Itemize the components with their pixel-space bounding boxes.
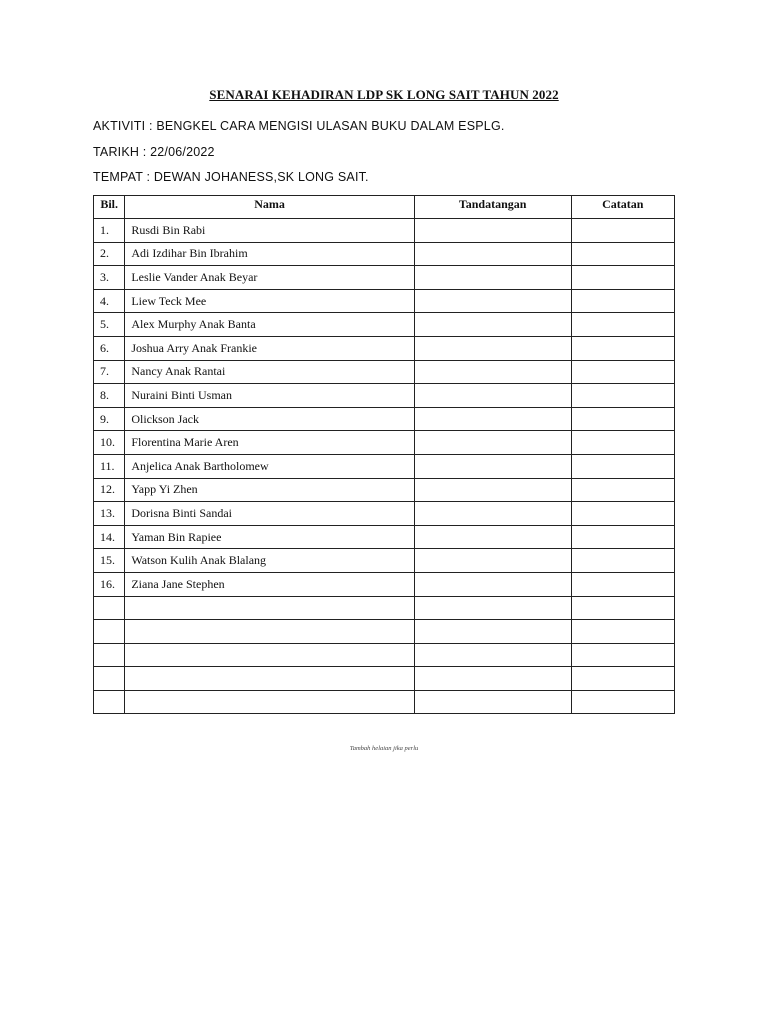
- cell-bil: 16.: [94, 572, 125, 596]
- cell-catatan[interactable]: [571, 360, 674, 384]
- cell-catatan[interactable]: [571, 596, 674, 620]
- cell-catatan[interactable]: [571, 289, 674, 313]
- cell-bil: [94, 620, 125, 644]
- cell-bil: 12.: [94, 478, 125, 502]
- cell-catatan[interactable]: [571, 431, 674, 455]
- activity-line: AKTIVITI : BENGKEL CARA MENGISI ULASAN BUKU DALAM ESPLG.: [93, 119, 505, 133]
- cell-catatan[interactable]: [571, 407, 674, 431]
- cell-tandatangan[interactable]: [414, 667, 571, 691]
- cell-tandatangan[interactable]: [414, 219, 571, 243]
- cell-bil: 3.: [94, 266, 125, 290]
- document-title: SENARAI KEHADIRAN LDP SK LONG SAIT TAHUN 2022: [209, 87, 559, 102]
- cell-tandatangan[interactable]: [414, 620, 571, 644]
- cell-nama: Dorisna Binti Sandai: [125, 502, 414, 526]
- cell-nama: Nuraini Binti Usman: [125, 384, 414, 408]
- cell-tandatangan[interactable]: [414, 384, 571, 408]
- cell-nama: [125, 667, 414, 691]
- cell-bil: 4.: [94, 289, 125, 313]
- cell-bil: 13.: [94, 502, 125, 526]
- cell-bil: 14.: [94, 525, 125, 549]
- cell-bil: 10.: [94, 431, 125, 455]
- cell-catatan[interactable]: [571, 384, 674, 408]
- table-row: [94, 313, 675, 337]
- cell-bil: [94, 596, 125, 620]
- table-row: [94, 549, 675, 573]
- place-line: TEMPAT : DEWAN JOHANESS,SK LONG SAIT.: [93, 170, 369, 184]
- cell-tandatangan[interactable]: [414, 502, 571, 526]
- cell-nama: Liew Teck Mee: [125, 289, 414, 313]
- table-row: [94, 502, 675, 526]
- cell-tandatangan[interactable]: [414, 407, 571, 431]
- cell-bil: 7.: [94, 360, 125, 384]
- cell-nama: Alex Murphy Anak Banta: [125, 313, 414, 337]
- cell-catatan[interactable]: [571, 336, 674, 360]
- cell-catatan[interactable]: [571, 549, 674, 573]
- cell-catatan[interactable]: [571, 667, 674, 691]
- cell-nama: [125, 643, 414, 667]
- table-row: [94, 643, 675, 667]
- table-header-row: [94, 196, 675, 219]
- cell-nama: Nancy Anak Rantai: [125, 360, 414, 384]
- cell-nama: Anjelica Anak Bartholomew: [125, 454, 414, 478]
- cell-nama: Olickson Jack: [125, 407, 414, 431]
- cell-tandatangan[interactable]: [414, 360, 571, 384]
- cell-bil: 5.: [94, 313, 125, 337]
- cell-bil: [94, 643, 125, 667]
- table-row: [94, 596, 675, 620]
- cell-tandatangan[interactable]: [414, 266, 571, 290]
- cell-nama: [125, 690, 414, 714]
- table-row: [94, 525, 675, 549]
- cell-bil: [94, 667, 125, 691]
- table-row: [94, 336, 675, 360]
- table-row: [94, 360, 675, 384]
- cell-nama: Leslie Vander Anak Beyar: [125, 266, 414, 290]
- cell-catatan[interactable]: [571, 690, 674, 714]
- table-row: [94, 478, 675, 502]
- table-row: [94, 266, 675, 290]
- date-line: TARIKH : 22/06/2022: [93, 145, 215, 159]
- table-row: [94, 384, 675, 408]
- cell-bil: 2.: [94, 242, 125, 266]
- cell-catatan[interactable]: [571, 266, 674, 290]
- cell-catatan[interactable]: [571, 502, 674, 526]
- cell-tandatangan[interactable]: [414, 572, 571, 596]
- cell-catatan[interactable]: [571, 219, 674, 243]
- table-row: [94, 620, 675, 644]
- cell-catatan[interactable]: [571, 242, 674, 266]
- table-row: [94, 572, 675, 596]
- cell-tandatangan[interactable]: [414, 242, 571, 266]
- cell-nama: Joshua Arry Anak Frankie: [125, 336, 414, 360]
- cell-tandatangan[interactable]: [414, 596, 571, 620]
- cell-bil: 15.: [94, 549, 125, 573]
- cell-tandatangan[interactable]: [414, 549, 571, 573]
- cell-catatan[interactable]: [571, 313, 674, 337]
- cell-nama: [125, 596, 414, 620]
- cell-bil: 11.: [94, 454, 125, 478]
- footnote: Tambah helaian jika perlu: [349, 745, 419, 752]
- table-row: [94, 407, 675, 431]
- cell-catatan[interactable]: [571, 525, 674, 549]
- header-catatan: Catatan: [571, 196, 674, 219]
- cell-nama: Ziana Jane Stephen: [125, 572, 414, 596]
- table-row: [94, 454, 675, 478]
- table-row: [94, 219, 675, 243]
- cell-bil: [94, 690, 125, 714]
- cell-tandatangan[interactable]: [414, 643, 571, 667]
- cell-tandatangan[interactable]: [414, 289, 571, 313]
- cell-nama: Yaman Bin Rapiee: [125, 525, 414, 549]
- cell-catatan[interactable]: [571, 643, 674, 667]
- cell-nama: Yapp Yi Zhen: [125, 478, 414, 502]
- header-tandatangan: Tandatangan: [414, 196, 571, 219]
- cell-catatan[interactable]: [571, 620, 674, 644]
- cell-tandatangan[interactable]: [414, 454, 571, 478]
- header-nama: Nama: [125, 196, 414, 219]
- cell-bil: 1.: [94, 219, 125, 243]
- cell-tandatangan[interactable]: [414, 431, 571, 455]
- table-row: [94, 242, 675, 266]
- cell-bil: 9.: [94, 407, 125, 431]
- cell-tandatangan[interactable]: [414, 525, 571, 549]
- table-row: [94, 667, 675, 691]
- cell-catatan[interactable]: [571, 454, 674, 478]
- cell-tandatangan[interactable]: [414, 336, 571, 360]
- header-bil: Bil.: [94, 196, 125, 219]
- table-body: [94, 219, 675, 714]
- table-row: [94, 690, 675, 714]
- table-row: [94, 289, 675, 313]
- cell-catatan[interactable]: [571, 572, 674, 596]
- cell-nama: Adi Izdihar Bin Ibrahim: [125, 242, 414, 266]
- cell-tandatangan[interactable]: [414, 478, 571, 502]
- cell-nama: Rusdi Bin Rabi: [125, 219, 414, 243]
- cell-bil: 8.: [94, 384, 125, 408]
- attendance-table: [93, 195, 675, 714]
- cell-tandatangan[interactable]: [414, 690, 571, 714]
- cell-nama: Watson Kulih Anak Blalang: [125, 549, 414, 573]
- cell-catatan[interactable]: [571, 478, 674, 502]
- table-row: [94, 431, 675, 455]
- cell-tandatangan[interactable]: [414, 313, 571, 337]
- cell-bil: 6.: [94, 336, 125, 360]
- cell-nama: Florentina Marie Aren: [125, 431, 414, 455]
- cell-nama: [125, 620, 414, 644]
